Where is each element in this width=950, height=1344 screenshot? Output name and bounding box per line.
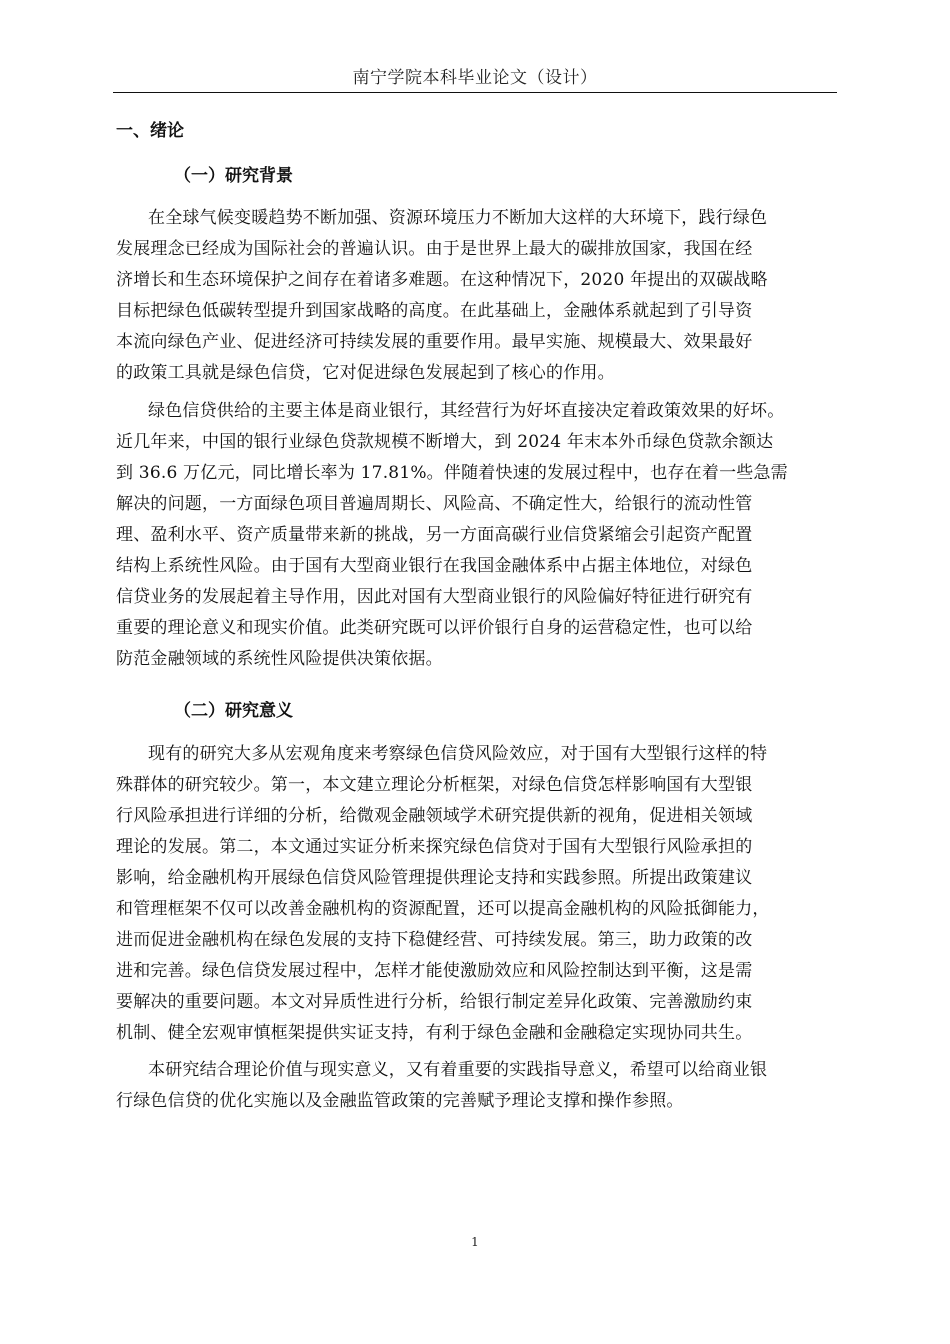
text-line: 发展理念已经成为国际社会的普遍认识。由于是世界上最大的碳排放国家，我国在经 (116, 239, 753, 259)
text-line: 到 36.6 万亿元，同比增长率为 17.81%。伴随着快速的发展过程中，也存在着一些急需 (116, 463, 788, 483)
text-line: 要解决的重要问题。本文对异质性进行分析，给银行制定差异化政策、完善激励约束 (116, 992, 753, 1012)
text-line: 重要的理论意义和现实价值。此类研究既可以评价银行自身的运营稳定性，也可以给 (116, 618, 753, 638)
text-line: 在全球气候变暖趋势不断加强、资源环境压力不断加大这样的大环境下，践行绿色 (148, 208, 768, 228)
text-line: 机制、健全宏观审慎框架提供实证支持，有利于绿色金融和金融稳定实现协同共生。 (116, 1023, 753, 1043)
text-line: 进而促进金融机构在绿色发展的支持下稳健经营、可持续发展。第三，助力政策的改 (116, 930, 753, 950)
text-line: 行绿色信贷的优化实施以及金融监管政策的完善赋予理论支撑和操作参照。 (116, 1091, 684, 1111)
subsection-heading-background: （一）研究背景 (174, 166, 293, 186)
text-line: 和管理框架不仅可以改善金融机构的资源配置，还可以提高金融机构的风险抵御能力， (116, 899, 770, 919)
paragraph-background-1 (116, 203, 848, 389)
text-line: 影响，给金融机构开展绿色信贷风险管理提供理论支持和实践参照。所提出政策建议 (116, 868, 753, 888)
text-line: 信贷业务的发展起着主导作用，因此对国有大型商业银行的风险偏好特征进行研究有 (116, 587, 753, 607)
text-line: 结构上系统性风险。由于国有大型商业银行在我国金融体系中占据主体地位，对绿色 (116, 556, 753, 576)
section-heading-introduction: 一、绪论 (116, 121, 184, 141)
paragraph-significance-1 (116, 739, 848, 1049)
text-line: 现有的研究大多从宏观角度来考察绿色信贷风险效应，对于国有大型银行这样的特 (148, 744, 768, 764)
subsection-heading-significance: （二）研究意义 (174, 701, 293, 721)
text-line: 的政策工具就是绿色信贷，它对促进绿色发展起到了核心的作用。 (116, 363, 615, 383)
paragraph-background-2 (116, 396, 848, 675)
text-line: 济增长和生态环境保护之间存在着诸多难题。在这种情况下，2020 年提出的双碳战略 (116, 270, 768, 290)
text-line: 殊群体的研究较少。第一，本文建立理论分析框架，对绿色信贷怎样影响国有大型银 (116, 775, 753, 795)
text-line: 近几年来，中国的银行业绿色贷款规模不断增大，到 2024 年末本外币绿色贷款余额达 (116, 432, 774, 452)
page-number: 1 (471, 1235, 479, 1249)
page-header-title: 南宁学院本科毕业论文（设计） (352, 68, 598, 88)
text-line: 行风险承担进行详细的分析，给微观金融领域学术研究提供新的视角，促进相关领域 (116, 806, 753, 826)
text-line: 目标把绿色低碳转型提升到国家战略的高度。在此基础上，金融体系就起到了引导资 (116, 301, 753, 321)
text-line: 理、盈利水平、资产质量带来新的挑战，另一方面高碳行业信贷紧缩会引起资产配置 (116, 525, 753, 545)
text-line: 进和完善。绿色信贷发展过程中，怎样才能使激励效应和风险控制达到平衡，这是需 (116, 961, 753, 981)
text-line: 本研究结合理论价值与现实意义，又有着重要的实践指导意义，希望可以给商业银 (148, 1060, 768, 1080)
text-line: 解决的问题，一方面绿色项目普遍周期长、风险高、不确定性大，给银行的流动性管 (116, 494, 753, 514)
header-divider (113, 92, 837, 93)
paragraph-significance-2 (116, 1055, 848, 1117)
text-line: 防范金融领域的系统性风险提供决策依据。 (116, 649, 443, 669)
text-line: 本流向绿色产业、促进经济可持续发展的重要作用。最早实施、规模最大、效果最好 (116, 332, 753, 352)
text-line: 绿色信贷供给的主要主体是商业银行，其经营行为好坏直接决定着政策效果的好坏。 (148, 401, 785, 421)
text-line: 理论的发展。第二，本文通过实证分析来探究绿色信贷对于国有大型银行风险承担的 (116, 837, 753, 857)
